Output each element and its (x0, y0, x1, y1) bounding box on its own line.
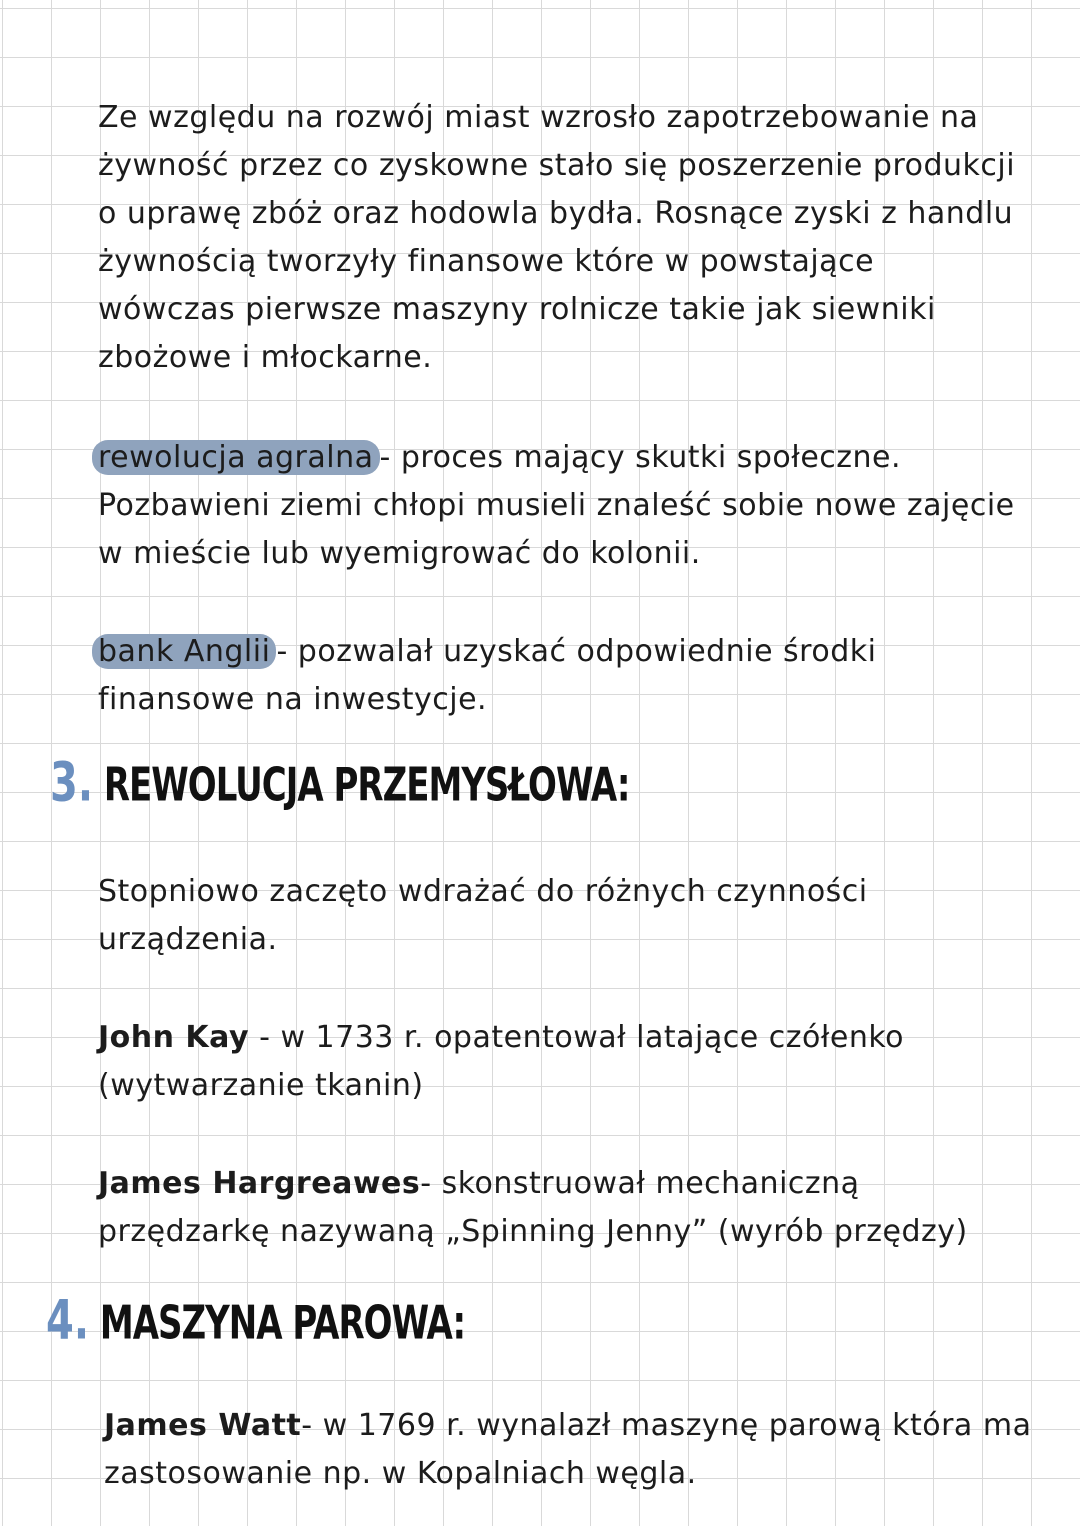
text-line (98, 1014, 904, 1062)
text-line: Ze względu na rozwój miast wzrosło zapotrzebowanie na (98, 100, 979, 135)
hargreawes-note (98, 1160, 968, 1256)
definition-text: - pozwalał uzyskać odpowiednie środki (276, 634, 877, 669)
text-line: (wytwarzanie tkanin) (98, 1068, 424, 1103)
section-number: 3. (50, 752, 94, 815)
section-heading-3 (50, 752, 629, 814)
highlighted-term: bank Anglii (92, 634, 276, 669)
text-line: w mieście lub wyemigrować do kolonii. (98, 536, 701, 571)
text-line (98, 628, 876, 676)
james-watt-note (104, 1402, 1031, 1498)
text-line: przędzarkę nazywaną „Spinning Jenny” (wyrób przędzy) (98, 1214, 968, 1249)
fact-text: - w 1769 r. wynalazł maszynę parową która ma (301, 1408, 1032, 1443)
fact-text: - w 1733 r. opatentował latające czółenko (249, 1020, 905, 1055)
section-title: REWOLUCJA PRZEMYSŁOWA: (103, 758, 630, 813)
person-name: John Kay (98, 1020, 250, 1055)
text-line (98, 434, 1015, 482)
text-line: urządzenia. (98, 922, 278, 957)
fact-text: - skonstruował mechaniczną (420, 1166, 860, 1201)
text-line: zbożowe i młockarne. (98, 340, 433, 375)
text-line: wówczas pierwsze maszyny rolnicze takie jak siewniki (98, 292, 936, 327)
intro-paragraph (98, 94, 1015, 382)
section-number: 4. (46, 1290, 90, 1353)
text-line (98, 1160, 968, 1208)
text-line: zastosowanie np. w Kopalniach węgla. (104, 1456, 697, 1491)
text-line: żywnością tworzyły finansowe które w powstające (98, 244, 875, 279)
highlighted-term: rewolucja agralna (92, 440, 380, 475)
bank-of-england-note (98, 628, 876, 724)
section-title: MASZYNA PAROWA: (99, 1296, 466, 1351)
text-line: żywność przez co zyskowne stało się poszerzenie produkcji (98, 148, 1016, 183)
section-heading-4 (46, 1290, 465, 1352)
text-line: Pozbawieni ziemi chłopi musieli znaleść sobie nowe zajęcie (98, 488, 1015, 523)
gradual-adoption-paragraph (98, 868, 868, 964)
text-line (104, 1402, 1031, 1450)
text-line: Stopniowo zaczęto wdrażać do różnych czynności (98, 874, 868, 909)
text-line: finansowe na inwestycje. (98, 682, 488, 717)
agrarian-revolution-note (98, 434, 1015, 578)
person-name: James Watt (104, 1408, 302, 1443)
john-kay-note (98, 1014, 904, 1110)
definition-text: - proces mający skutki społeczne. (379, 440, 902, 475)
text-line: o uprawę zbóż oraz hodowla bydła. Rosnące zyski z handlu (98, 196, 1014, 231)
person-name: James Hargreawes (98, 1166, 421, 1201)
